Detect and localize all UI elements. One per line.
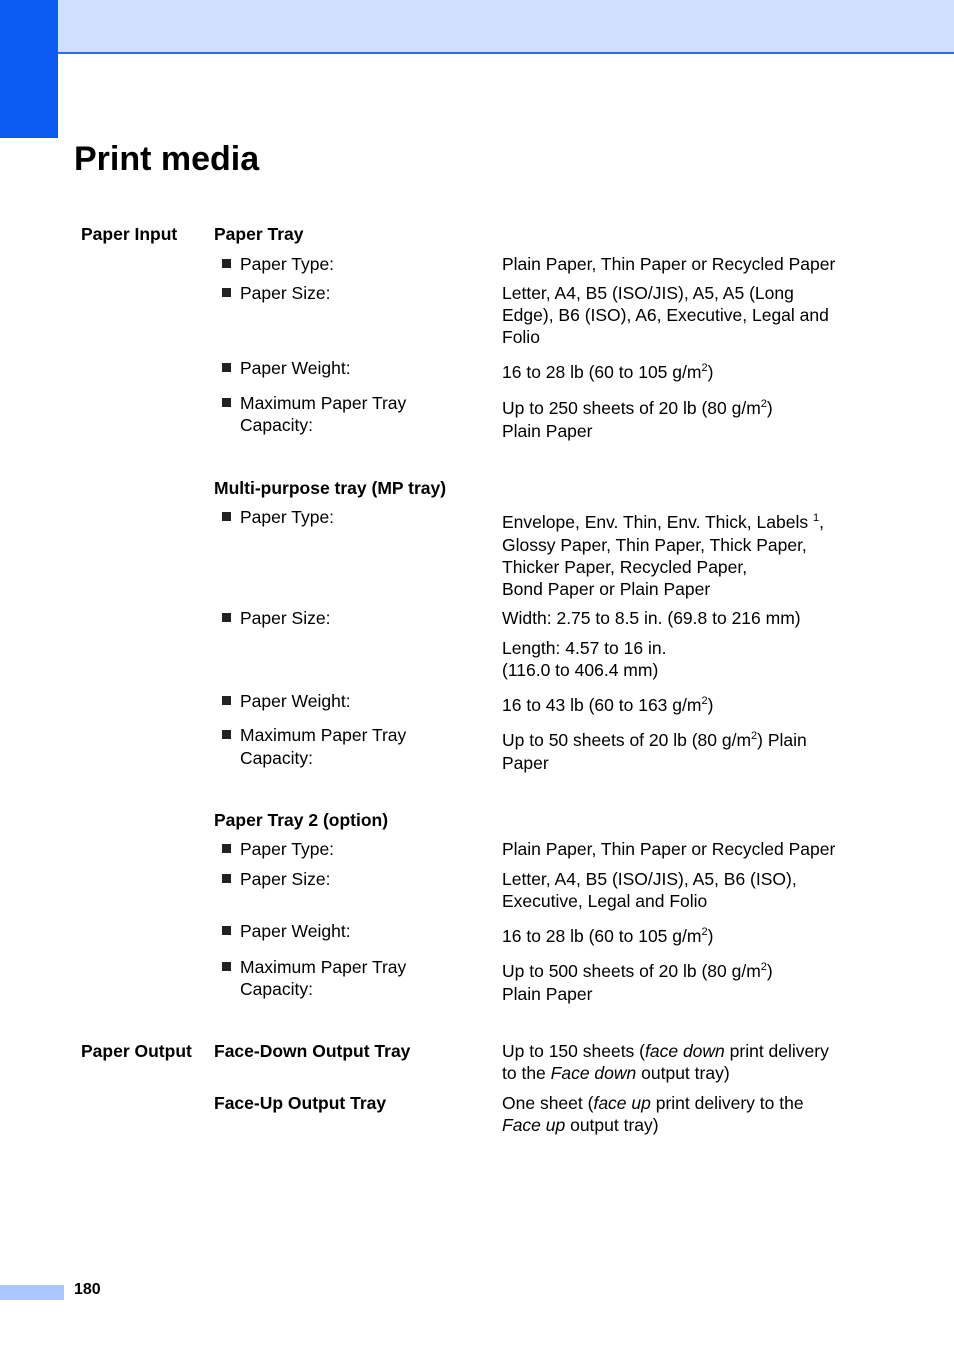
face-up-heading: Face-Up Output Tray <box>214 1093 387 1113</box>
tray2-capacity-label-line2: Capacity: <box>240 979 313 999</box>
tray2-capacity-value: Up to 500 sheets of 20 lb (80 $g/m^2$) <box>502 961 773 981</box>
chapter-tab-block <box>0 0 58 138</box>
page-number: 180 <box>74 1281 101 1298</box>
paper-size-label: Paper Size: <box>240 283 331 303</box>
tray2-paper-size-value-line1: Letter, A4, B5 (ISO/JIS), A5, B6 (ISO), <box>502 869 797 889</box>
paper-type-value: Plain Paper, Thin Paper or Recycled Paper <box>502 254 836 274</box>
bullet-icon <box>222 259 231 268</box>
tray2-paper-type-label: Paper Type: <box>240 839 335 859</box>
face-down-heading: Face-Down Output Tray <box>214 1041 411 1061</box>
bullet-icon <box>222 696 231 705</box>
bullet-icon <box>222 926 231 935</box>
footer-bar <box>0 1285 64 1300</box>
paper-weight-label: Paper Weight: <box>240 358 351 378</box>
mp-capacity-value: Up to 50 sheets of 20 lb (80 $g/m^2$) Plain <box>502 730 807 750</box>
bullet-icon <box>222 363 231 372</box>
capacity-label-line1: Maximum Paper Tray <box>240 393 407 413</box>
tray2-paper-weight-label: Paper Weight: <box>240 921 351 941</box>
face-down-value-line1: Up to 150 sheets (face down print delivery <box>502 1041 829 1061</box>
bullet-icon <box>222 874 231 883</box>
mp-paper-size-width: Width: 2.75 to 8.5 in. (69.8 to 216 mm) <box>502 608 801 628</box>
bullet-icon <box>222 962 231 971</box>
paper-size-value-line3: Folio <box>502 327 540 347</box>
mp-capacity-value-line2: Paper <box>502 753 549 773</box>
mp-paper-weight-label: Paper Weight: <box>240 691 351 711</box>
tray2-capacity-value-line2: Plain Paper <box>502 984 593 1004</box>
tray2-paper-weight-value: 16 to 28 lb (60 to 105 $g/m^2$) <box>502 926 714 946</box>
tray2-capacity-label-line1: Maximum Paper Tray <box>240 957 407 977</box>
capacity-value: Up to 250 sheets of 20 lb (80 $g/m^2$) <box>502 398 773 418</box>
mp-tray-heading: Multi-purpose tray (MP tray) <box>214 478 447 498</box>
capacity-label-line2: Capacity: <box>240 415 313 435</box>
face-up-value-line2: Face up output tray) <box>502 1115 659 1135</box>
face-up-value-line1: One sheet (face up print delivery to the <box>502 1093 804 1113</box>
paper-size-value-line2: Edge), B6 (ISO), A6, Executive, Legal and <box>502 305 829 325</box>
paper-size-value-line1: Letter, A4, B5 (ISO/JIS), A5, A5 (Long <box>502 283 794 303</box>
mp-paper-size-length-line2: (116.0 to 406.4 mm) <box>502 660 659 680</box>
tray2-paper-type-value: Plain Paper, Thin Paper or Recycled Paper <box>502 839 836 859</box>
bullet-icon <box>222 613 231 622</box>
mp-paper-size-label: Paper Size: <box>240 608 331 628</box>
mp-paper-type-value-line2: Glossy Paper, Thin Paper, Thick Paper, <box>502 535 807 555</box>
mp-paper-weight-value: 16 to 43 lb (60 to 163 $g/m^2$) <box>502 695 714 715</box>
mp-paper-size-length-line1: Length: 4.57 to 16 in. <box>502 638 667 658</box>
mp-paper-type-value-line4: Bond Paper or Plain Paper <box>502 579 711 599</box>
capacity-value-line2: Plain Paper <box>502 421 593 441</box>
face-down-value-line2: to the Face down output tray) <box>502 1063 730 1083</box>
header-band <box>58 0 954 54</box>
paper-tray-heading: Paper Tray <box>214 224 304 244</box>
tray2-heading: Paper Tray 2 (option) <box>214 810 389 830</box>
paper-type-label: Paper Type: <box>240 254 335 274</box>
page-title: Print media <box>74 140 260 178</box>
mp-paper-type-value-line3: Thicker Paper, Recycled Paper, <box>502 557 748 577</box>
paper-input-label: Paper Input <box>81 224 178 244</box>
paper-weight-value: 16 to 28 lb (60 to 105 $g/m^2$) <box>502 362 714 382</box>
paper-output-label: Paper Output <box>81 1041 192 1061</box>
tray2-paper-size-value-line2: Executive, Legal and Folio <box>502 891 708 911</box>
tray2-paper-size-label: Paper Size: <box>240 869 331 889</box>
mp-capacity-label-line2: Capacity: <box>240 748 313 768</box>
mp-paper-type-label: Paper Type: <box>240 507 335 527</box>
bullet-icon <box>222 398 231 407</box>
mp-paper-type-value-line1: Envelope, Env. Thin, Env. Thick, Labels $^1$, <box>502 512 824 532</box>
bullet-icon <box>222 730 231 739</box>
bullet-icon <box>222 512 231 521</box>
mp-capacity-label-line1: Maximum Paper Tray <box>240 725 407 745</box>
bullet-icon <box>222 844 231 853</box>
bullet-icon <box>222 288 231 297</box>
